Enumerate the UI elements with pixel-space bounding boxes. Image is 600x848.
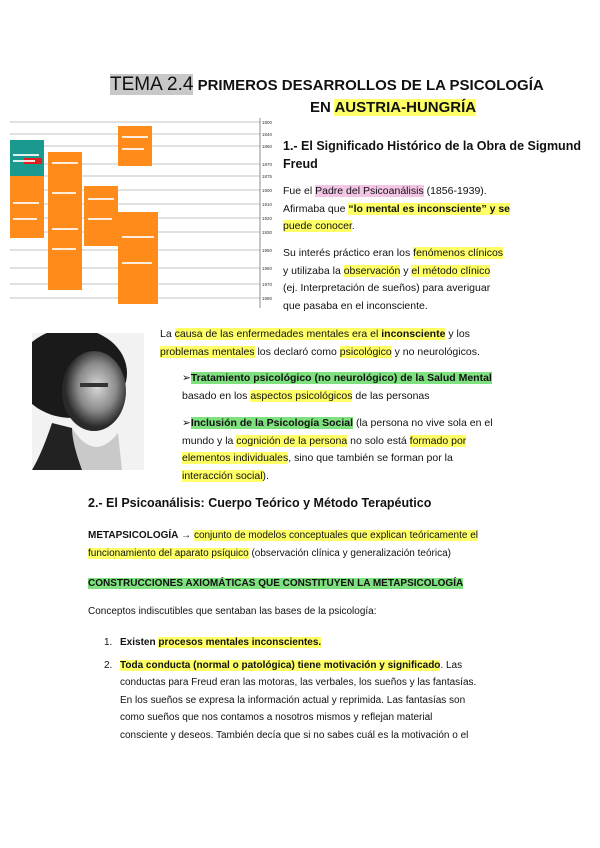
axioms-list	[104, 634, 516, 744]
timeline-bar	[10, 176, 44, 238]
section1-para1: Fue el Padre del Psicoanálisis (1856-1939). Afirmaba que “lo mental es inconsciente” y se puede conocer.	[283, 185, 511, 232]
timeline-year-label: 1860	[262, 144, 273, 149]
axioms-intro: Conceptos indiscutibles que sentaban las bases de la psicología:	[88, 606, 377, 617]
cause-paragraph: La causa de las enfermedades mentales era el inconsciente y los problemas mentales los declaró como psicológico y no neurológicos.	[160, 328, 480, 358]
section1-heading: 1.- El Significado Histórico de la Obra de Sigmund Freud	[283, 139, 581, 171]
freud-portrait	[32, 333, 144, 470]
arrow-bullet-icon: ➢	[182, 417, 191, 429]
timeline-year-label: 1900	[262, 188, 273, 193]
timeline-bar	[48, 152, 82, 290]
timeline-year-label: 1920	[262, 216, 273, 221]
timeline-year-label: 1875	[262, 174, 273, 179]
timeline-year-label: 1840	[262, 132, 273, 137]
bullet-treatment: ➢Tratamiento psicológico (no neurológico) de la Salud Mental basado en los aspectos psicológicos de las personas	[182, 372, 492, 402]
section2-heading: 2.- El Psicoanálisis: Cuerpo Teórico y Método Terapéutico	[88, 496, 432, 510]
timeline-year-label: 1950	[262, 248, 273, 253]
title-text: PRIMEROS DESARROLLOS DE LA PSICOLOGÍA	[193, 77, 544, 94]
arrow-bullet-icon: ➢	[182, 372, 191, 384]
timeline-year-label: 1930	[262, 230, 273, 235]
timeline-year-label: 1980	[262, 296, 273, 301]
section1-para2: Su interés práctico eran los fenómenos clínicos y utilizaba la observación y el método clínico (ej. Interpretación de sueños) para averiguar que pasaba en el inconsciente.	[283, 247, 504, 312]
page-title	[110, 74, 544, 96]
timeline-year-label: 1960	[262, 266, 273, 271]
timeline-bar	[84, 186, 118, 246]
timeline-svg	[10, 118, 280, 308]
bullet-social: ➢Inclusión de la Psicología Social (la persona no vive sola en el mundo y la cognición de la persona no solo está formado por elementos individuales, sino que también se forman por la interacción social).	[182, 417, 493, 482]
axioms-heading: CONSTRUCCIONES AXIOMÁTICAS QUE CONSTITUYEN LA METAPSICOLOGÍA	[88, 578, 464, 589]
timeline-year-label: 1870	[262, 162, 273, 167]
timeline-bar	[118, 126, 152, 166]
timeline-year-label: 1910	[262, 202, 273, 207]
title-number: TEMA 2.4	[110, 74, 194, 95]
timeline-graphic	[10, 118, 280, 308]
list-item: 2. Toda conducta (normal o patológica) tiene motivación y significado. Las conductas para Freud eran las motoras, las verbales, los sueños y las fantasías. En los sueños se expresa la información actual y reprimida. Las fantasías son como sueños que nos contamos a nosotros mismos y reflejan material consciente y deseos. También decía que si no sabes cuál es la motivación o el	[104, 659, 477, 741]
timeline-year-label: 1970	[262, 282, 273, 287]
page-title-line2: EN AUSTRIA-HUNGRÍA	[310, 99, 477, 116]
list-item: 1. Existen procesos mentales inconscientes.	[104, 637, 322, 648]
title-highlight: AUSTRIA-HUNGRÍA	[334, 99, 477, 116]
timeline-year-label: 1800	[262, 120, 273, 125]
metapsicologia-definition: METAPSICOLOGÍA → conjunto de modelos conceptuales que explican teóricamente el funcionamiento del aparato psíquico (observación clínica y generalización teórica)	[88, 530, 479, 559]
timeline-bar	[118, 212, 158, 304]
